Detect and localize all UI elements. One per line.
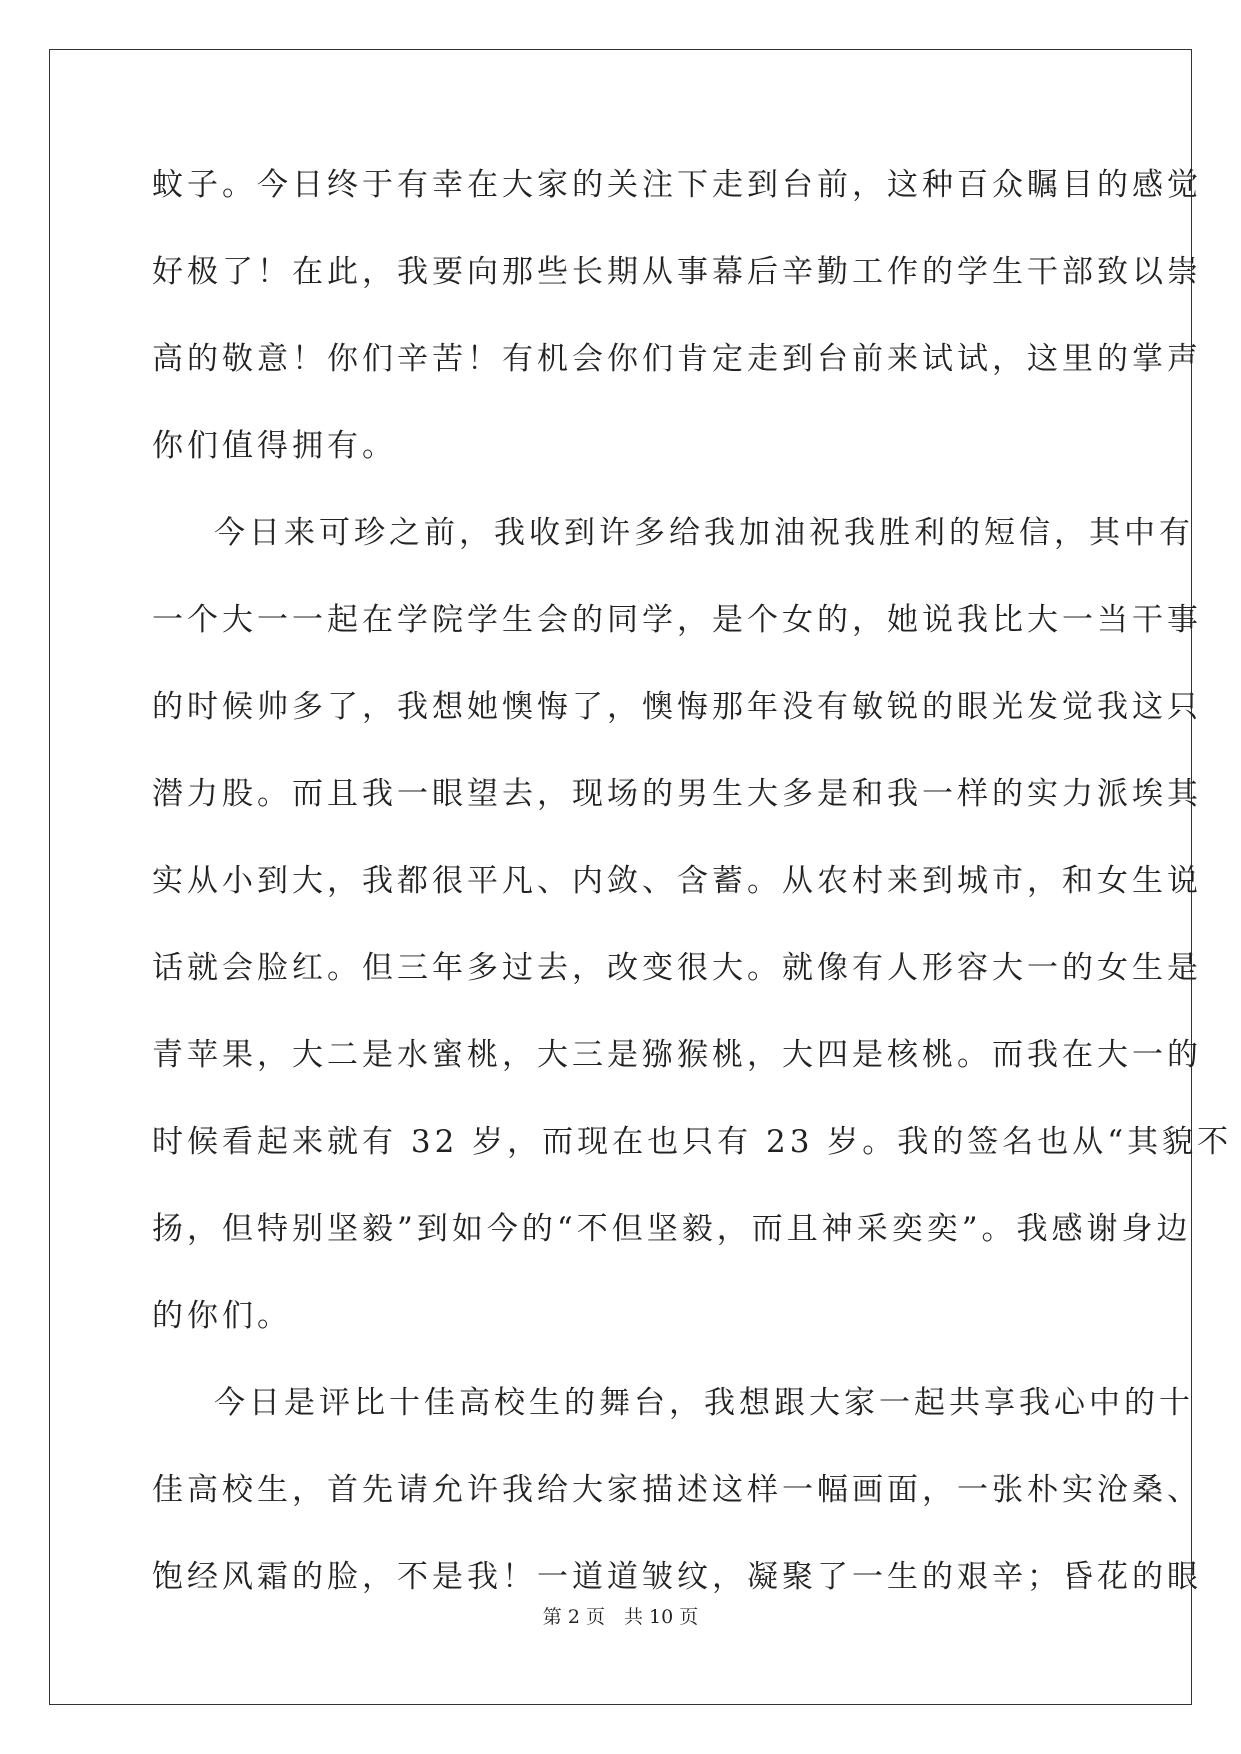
text-line: 时候看起来就有 32 岁，而现在也只有 23 岁。我的签名也从“其貌不 xyxy=(152,1124,1233,1160)
text-line: 今日来可珍之前，我收到许多给我加油祝我胜利的短信，其中有 xyxy=(214,515,1194,551)
text-line: 一个大一一起在学院学生会的同学，是个女的，她说我比大一当干事 xyxy=(152,602,1202,638)
text-line: 蚊子。今日终于有幸在大家的关注下走到台前，这种百众瞩目的感觉 xyxy=(152,167,1202,203)
text-line: 青苹果，大二是水蜜桃，大三是猕猴桃，大四是核桃。而我在大一的 xyxy=(152,1037,1202,1073)
text-line: 话就会脸红。但三年多过去，改变很大。就像有人形容大一的女生是 xyxy=(152,950,1202,986)
text-line: 你们值得拥有。 xyxy=(152,428,397,464)
page-number-footer: 第 2 页 共 10 页 xyxy=(542,1606,699,1628)
text-line: 饱经风霜的脸，不是我！一道道皱纹，凝聚了一生的艰辛；昏花的眼 xyxy=(152,1559,1202,1595)
text-line: 实从小到大，我都很平凡、内敛、含蓄。从农村来到城市，和女生说 xyxy=(152,863,1202,899)
text-line: 今日是评比十佳高校生的舞台，我想跟大家一起共享我心中的十 xyxy=(214,1385,1194,1421)
text-line: 好极了！在此，我要向那些长期从事幕后辛勤工作的学生干部致以崇 xyxy=(152,254,1202,290)
text-line: 的时候帅多了，我想她懊悔了，懊悔那年没有敏锐的眼光发觉我这只 xyxy=(152,689,1202,725)
text-line: 佳高校生，首先请允许我给大家描述这样一幅画面，一张朴实沧桑、 xyxy=(152,1472,1202,1508)
text-line: 高的敬意！你们辛苦！有机会你们肯定走到台前来试试，这里的掌声 xyxy=(152,341,1202,377)
text-line: 扬，但特别坚毅”到如今的“不但坚毅，而且神采奕奕”。我感谢身边 xyxy=(152,1211,1192,1247)
text-line: 的你们。 xyxy=(152,1298,292,1334)
text-line: 潜力股。而且我一眼望去，现场的男生大多是和我一样的实力派埃其 xyxy=(152,776,1202,812)
